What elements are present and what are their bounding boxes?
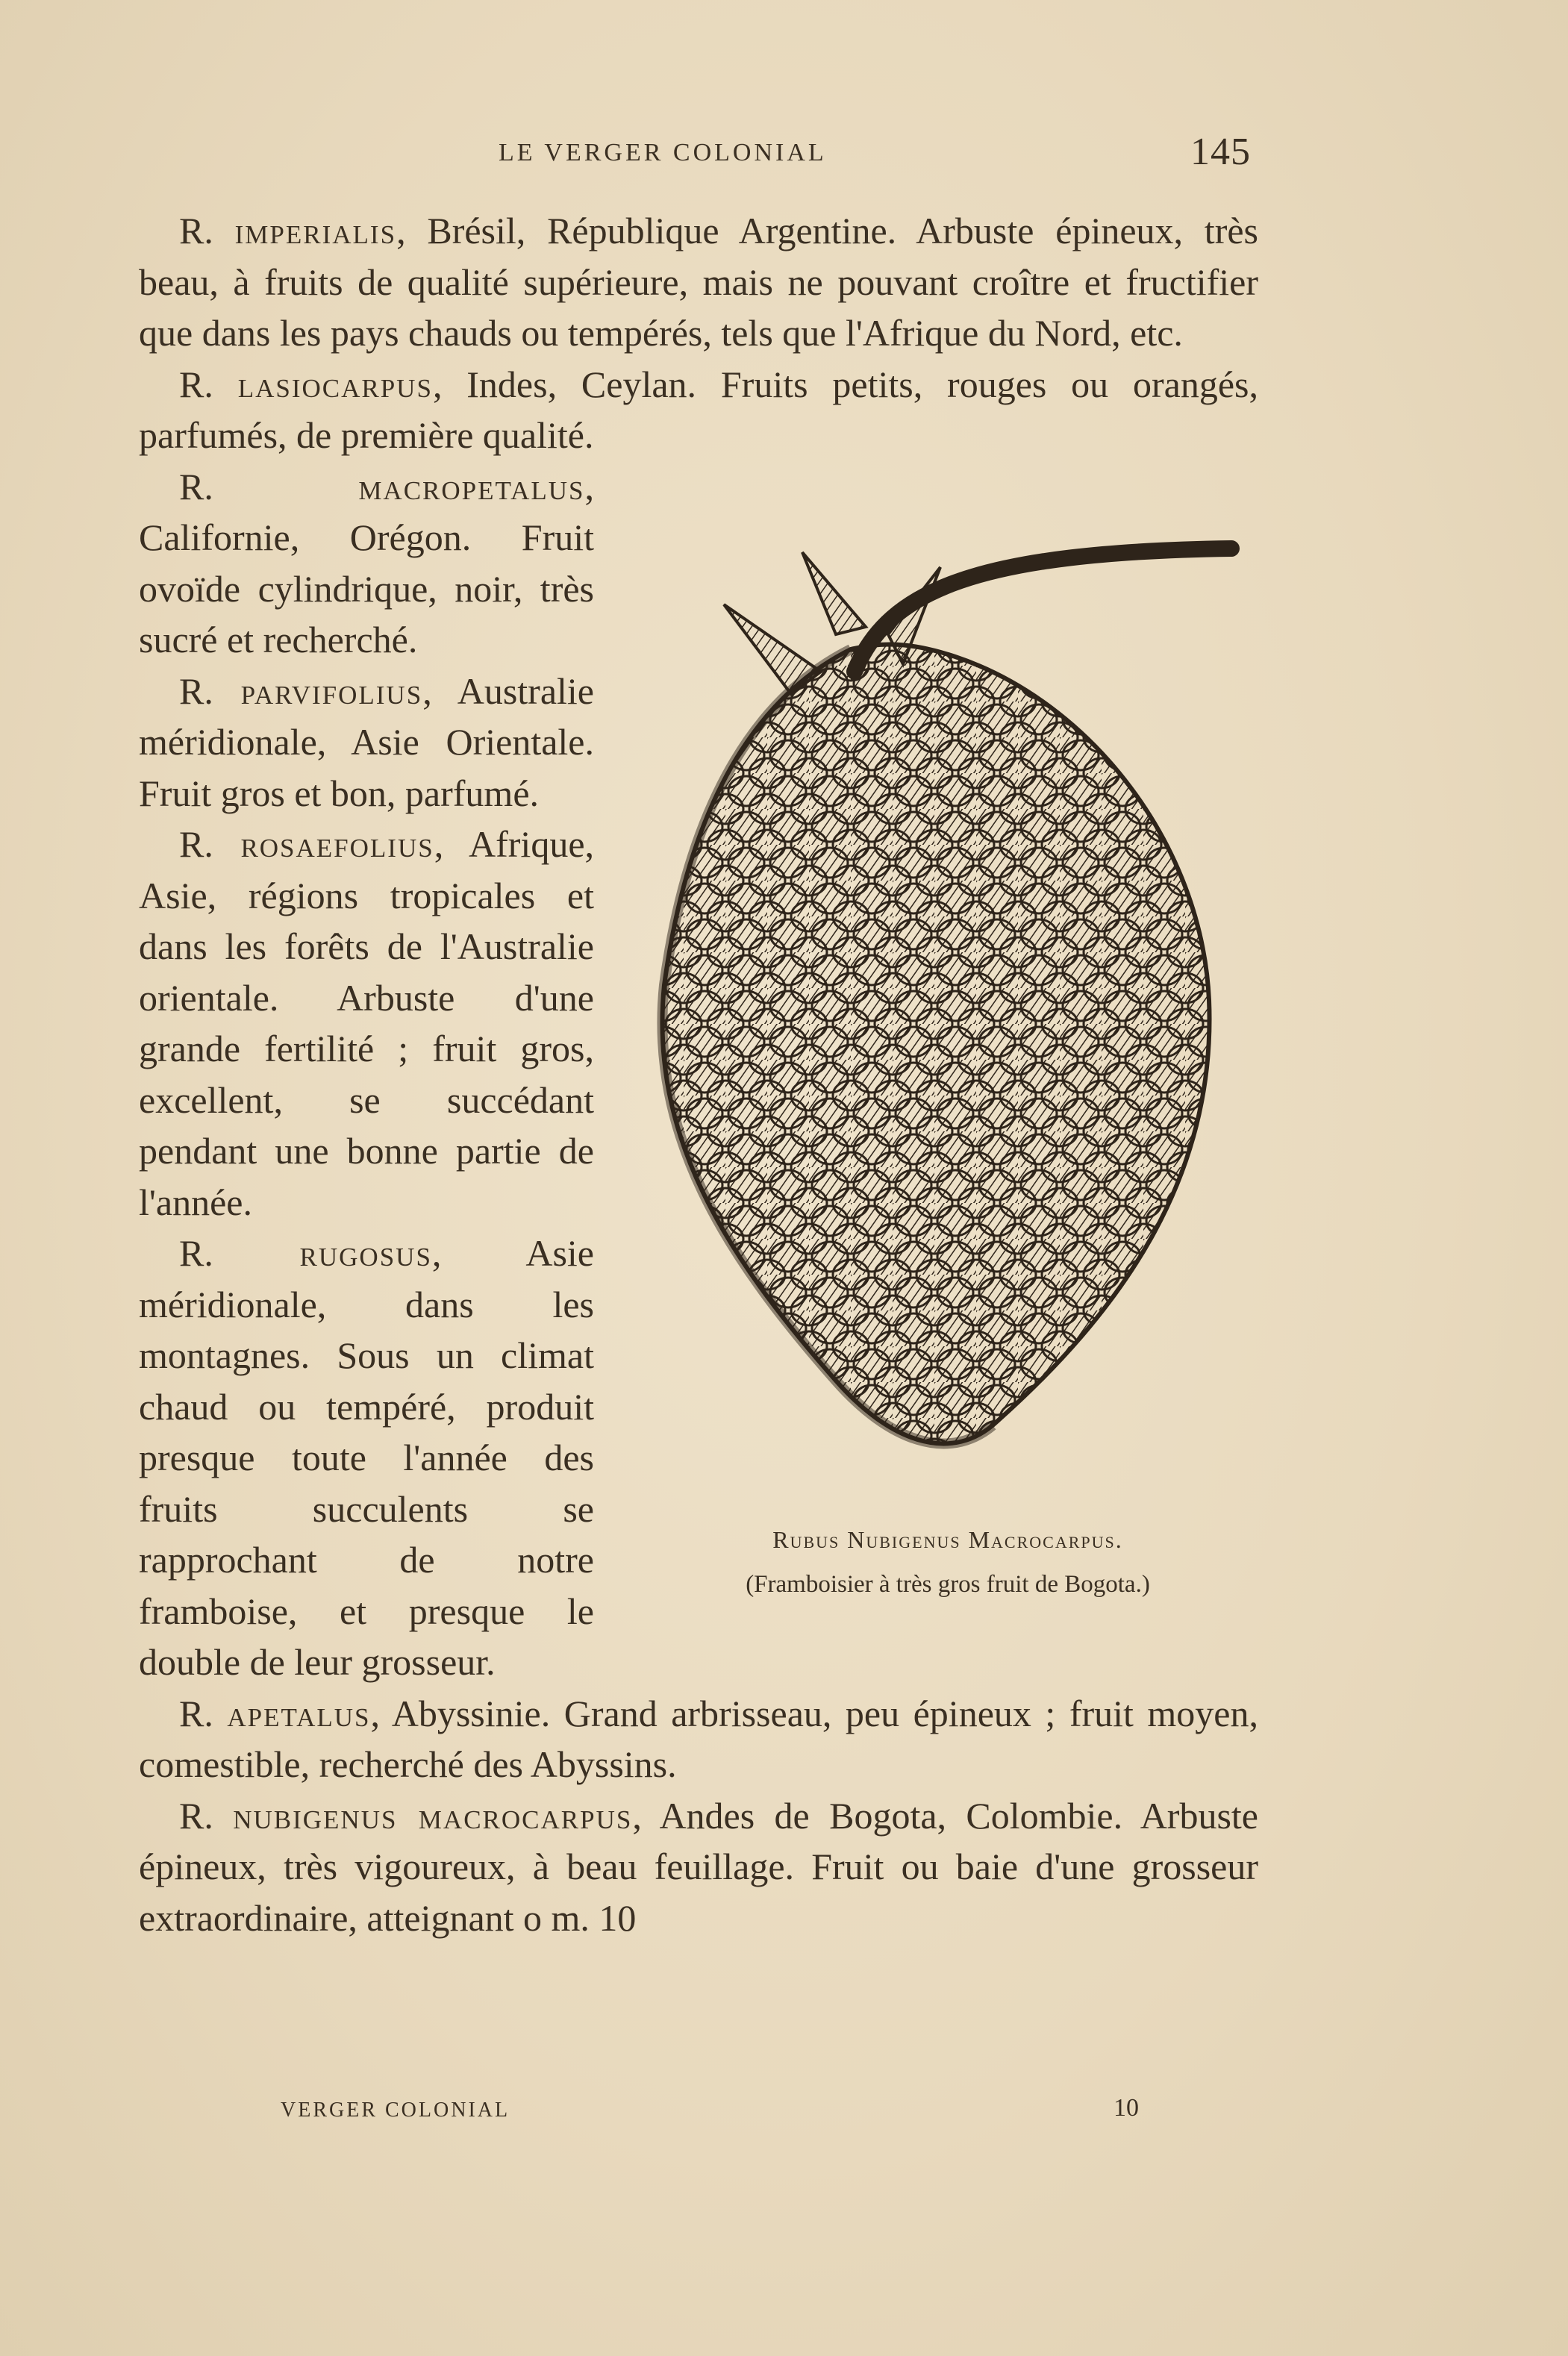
species-name: macropetalus <box>358 465 585 507</box>
species-name: parvifolius <box>240 669 423 712</box>
fruit-body <box>662 644 1209 1443</box>
species-name: lasiocarpus <box>237 363 433 405</box>
species-name: imperialis <box>234 210 397 251</box>
species-name: rugosus <box>299 1232 432 1274</box>
paragraph: R. apetalus, Abyssinie. Grand arbrisseau, peu épineux ; fruit moyen, comestible, recherché des Abyssins. <box>139 1692 1258 1785</box>
species-name: apetalus <box>227 1692 371 1734</box>
paragraph: R. rosaefolius, Afrique, Asie, régions tropicales et dans les forêts de l'Australie orientale. Arbuste d'une grande fertilité ; fruit gros, excellent, se succédant pendant une bonne partie de l'année. <box>139 823 595 1223</box>
paragraph: R. nubigenus macrocarpus, Andes de Bogota, Colombie. Arbuste épineux, très vigoureux, à beau feuillage. Fruit ou baie d'une grosseur extraordinaire, atteignant o m. 10 <box>139 1794 1259 1939</box>
paragraph: R. imperialis, Brésil, République Argentine. Arbuste épineux, très beau, à fruits de qualité supérieure, mais ne pouvant croître et fructifier que dans les pays chauds ou tempérés, tels que l'Afrique du Nord, etc. <box>139 210 1259 354</box>
raspberry-engraving <box>642 522 1254 1515</box>
fruit-illustration <box>642 522 1254 1598</box>
running-head: LE VERGER COLONIAL <box>499 139 827 166</box>
paragraph: R. rugosus, Asie méridionale, dans les montagnes. Sous un climat chaud ou tempéré, produit presque toute l'année des fruits succulents se rapprochant de notre framboise, et presque le double de leur grosseur. <box>139 1232 594 1683</box>
paragraph: R. parvifolius, Australie méridionale, Asie Orientale. Fruit gros et bon, parfumé. <box>139 669 594 814</box>
paragraph: R. macropetalus, Californie, Orégon. Fruit ovoïde cylindrique, noir, très sucré et recherché. <box>139 465 594 660</box>
signature-number: 10 <box>1113 2094 1139 2122</box>
signature-mark: VERGER COLONIAL <box>281 2099 510 2122</box>
species-name: rosaefolius <box>240 823 434 865</box>
page-header <box>139 131 1251 179</box>
sepal <box>802 552 866 634</box>
page-number: 145 <box>1190 131 1251 173</box>
figure-caption-title: Rubus Nubigenus Macrocarpus. <box>772 1526 1123 1553</box>
page-footer <box>139 2094 1139 2136</box>
species-name: nubigenus macrocarpus <box>233 1794 633 1837</box>
figure-caption-subtitle: (Framboisier à très gros fruit de Bogota.) <box>746 1571 1150 1598</box>
paragraph: R. lasiocarpus, Indes, Ceylan. Fruits petits, rouges ou orangés, parfumés, de première qualité. <box>139 363 1259 456</box>
